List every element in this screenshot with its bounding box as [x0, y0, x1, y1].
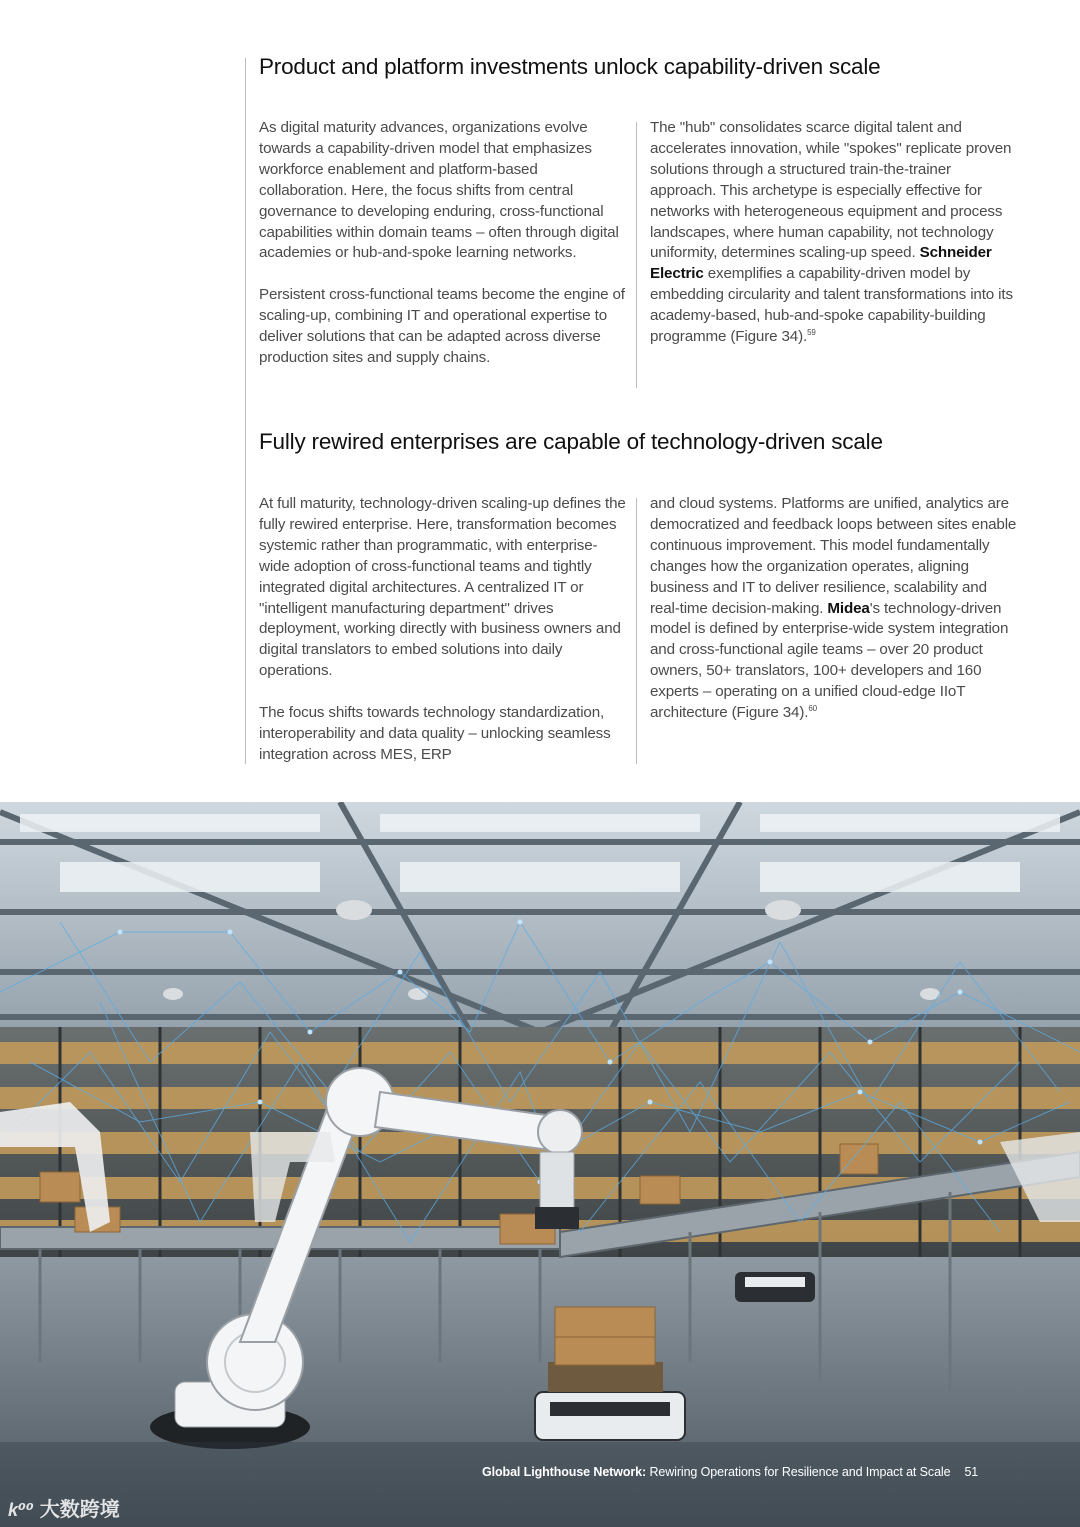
- footnote-ref[interactable]: 60: [808, 704, 817, 713]
- column-divider: [636, 498, 637, 764]
- paragraph-text: 's technology-driven model is defined by enterprise-wide system integration and cross-functional agile teams – over 20 product owners, 50+ translators, 100+ developers and 160 experts – operating on a unified cloud-edge IIoT architecture (Figure 34).: [650, 599, 1009, 722]
- watermark-logo: k⁰⁰: [8, 1500, 34, 1520]
- paragraph: [650, 118, 1018, 348]
- footer-brand: Global Lighthouse Network:: [482, 1465, 647, 1479]
- warehouse-robot-photo: [0, 802, 1080, 1527]
- section-heading-capability: Product and platform investments unlock capability-driven scale: [259, 54, 881, 79]
- paragraph-text: and cloud systems. Platforms are unified, analytics are democratized and feedback loops between sites enable continuous improvement. This model fundamentally changes how the organization operates, aligning business and IT to deliver resilience, scalability and real-time decision-making.: [650, 495, 1017, 617]
- paragraph-text: The "hub" consolidates scarce digital talent and accelerates innovation, while "spokes" replicate proven solutions through a structured train-the-trainer approach. This archetype is especially effective for networks with heterogeneous equipment and process landscapes, where human capability, not technology uniformity, determines scaling-up speed.: [650, 119, 1012, 262]
- company-name: Midea: [827, 599, 870, 617]
- text-column: [259, 118, 627, 390]
- paragraph: As digital maturity advances, organizations evolve towards a capability-driven model that emphasizes workforce enablement and platform-based collaboration. Here, the focus shifts from central governance to developing enduring, cross-functional capabilities within domain teams – often through digital academies or hub-and-spoke learning networks.: [259, 119, 619, 262]
- text-column: [650, 494, 1018, 745]
- paragraph: [650, 494, 1018, 724]
- company-name: Schneider Electric: [650, 244, 992, 283]
- text-column: [259, 494, 627, 787]
- column-divider: [636, 122, 637, 388]
- text-column: [650, 118, 1018, 369]
- watermark-text: 大数跨境: [39, 1499, 120, 1521]
- paragraph: At full maturity, technology-driven scaling-up defines the fully rewired enterprise. Here, transformation becomes systemic rather than programmatic, with enterprise-wide adoption of cross-functional teams and tightly integrated digital architectures. A centralized IT or "intelligent manufacturing department" drives deployment, working directly with business owners and digital translators to embed solutions into daily operations.: [259, 495, 626, 680]
- page-footer: [482, 1465, 978, 1479]
- footer-subtitle: Rewiring Operations for Resilience and Impact at Scale: [646, 1465, 951, 1479]
- paragraph: Persistent cross-functional teams become the engine of scaling-up, combining IT and operational expertise to deliver solutions that can be adapted across diverse production sites and supply chains.: [259, 286, 625, 366]
- page-number: 51: [964, 1465, 979, 1479]
- watermark: [8, 1493, 120, 1522]
- paragraph: The focus shifts towards technology standardization, interoperability and data quality – unlocking seamless integration across MES, ERP: [259, 704, 611, 763]
- footnote-ref[interactable]: 59: [807, 328, 816, 337]
- left-margin-rule: [245, 58, 246, 764]
- section-heading-technology: Fully rewired enterprises are capable of technology-driven scale: [259, 429, 883, 454]
- paragraph-text: exemplifies a capability-driven model by embedding circularity and talent transformations into its academy-based, hub-and-spoke capability-building programme (Figure 34).: [650, 265, 1013, 346]
